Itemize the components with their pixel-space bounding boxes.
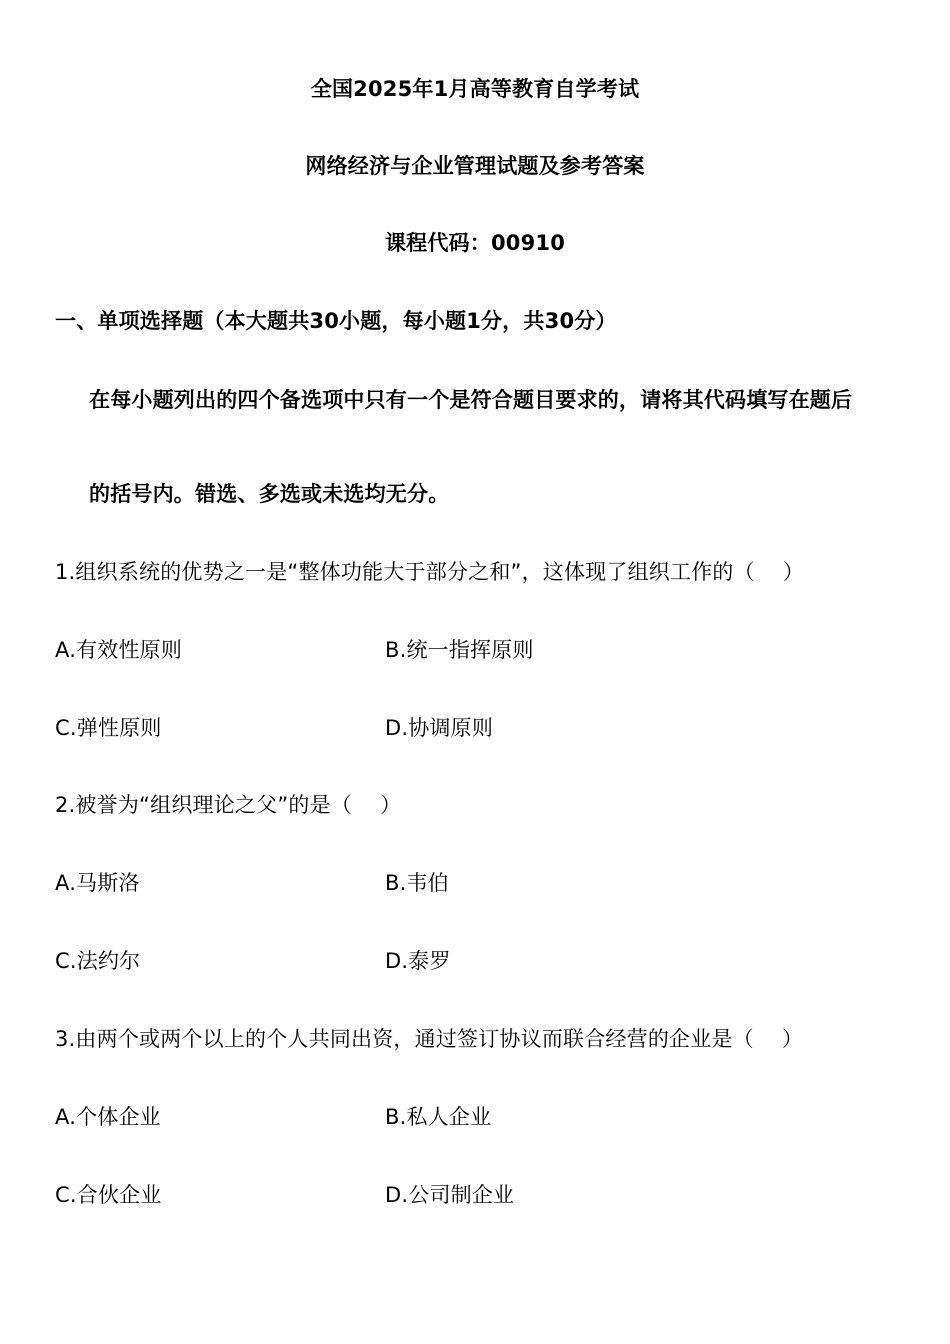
question-2-option-c: C.法约尔 [55,949,141,973]
question-1-option-b: B.统一指挥原则 [385,638,534,662]
question-1-option-c: C.弹性原则 [55,716,162,740]
course-code: 课程代码：00910 [384,231,566,255]
question-3-option-b: B.私人企业 [385,1105,492,1129]
question-3-option-c: C.合伙企业 [55,1183,162,1207]
exam-subtitle: 网络经济与企业管理试题及参考答案 [305,154,645,178]
section-instruction-line2: 的括号内。错选、多选或未选均无分。 [89,482,450,506]
section-heading: 一、单项选择题（本大题共30小题，每小题1分，共30分） [55,309,617,333]
question-1-option-d: D.协调原则 [385,716,494,740]
question-1-text: 1.组织系统的优势之一是“整体功能大于部分之和”，这体现了组织工作的（ ） [55,560,805,584]
question-2-text: 2.被誉为“组织理论之父”的是（ ） [55,793,402,817]
question-2-option-b: B.韦伯 [385,871,449,895]
question-2-option-a: A.马斯洛 [55,871,140,895]
question-3-option-d: D.公司制企业 [385,1183,515,1207]
section-instruction-line1: 在每小题列出的四个备选项中只有一个是符合题目要求的，请将其代码填写在题后 [89,388,853,412]
question-1-option-a: A.有效性原则 [55,638,183,662]
question-2-option-d: D.泰罗 [385,949,451,973]
exam-title: 全国2025年1月高等教育自学考试 [310,77,640,101]
question-3-text: 3.由两个或两个以上的个人共同出资，通过签订协议而联合经营的企业是（ ） [55,1027,804,1051]
question-3-option-a: A.个体企业 [55,1105,161,1129]
